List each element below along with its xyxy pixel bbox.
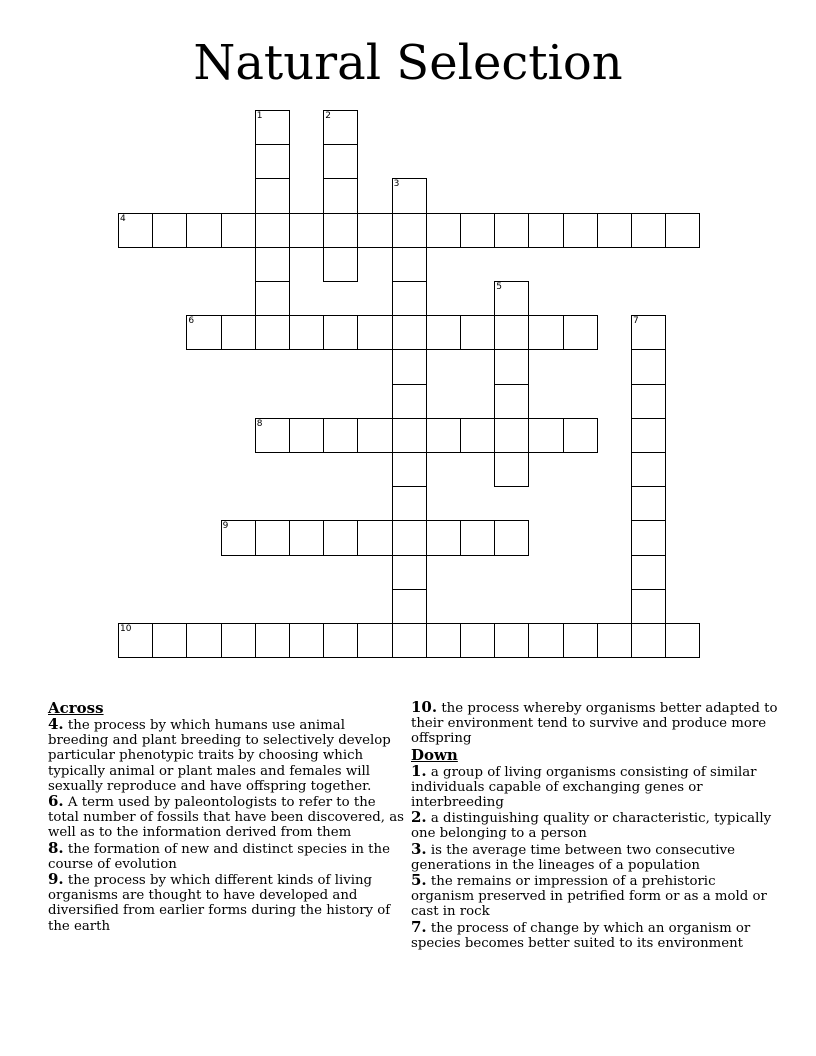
grid-cell[interactable] xyxy=(665,213,700,248)
grid-cell[interactable] xyxy=(494,418,529,453)
grid-cell[interactable] xyxy=(494,520,529,555)
grid-cell[interactable] xyxy=(323,418,358,453)
grid-cell[interactable] xyxy=(392,418,427,453)
grid-cell[interactable] xyxy=(221,520,256,555)
down-clue xyxy=(411,873,781,920)
grid-cell[interactable] xyxy=(255,520,290,555)
clue-number: 3. xyxy=(411,839,427,858)
grid-cell[interactable] xyxy=(323,213,358,248)
grid-cell[interactable] xyxy=(357,418,392,453)
grid-cell[interactable] xyxy=(631,315,666,350)
grid-cell[interactable] xyxy=(255,623,290,658)
grid-cell[interactable] xyxy=(255,144,290,179)
page-title: Natural Selection xyxy=(193,35,623,91)
clue-number: 4. xyxy=(48,715,64,733)
grid-cell[interactable] xyxy=(323,247,358,282)
grid-cell[interactable] xyxy=(221,623,256,658)
across-clue xyxy=(48,872,408,934)
grid-cell[interactable] xyxy=(597,213,632,248)
grid-cell[interactable] xyxy=(289,315,324,350)
grid-cell[interactable] xyxy=(528,315,563,350)
clue-number: 5. xyxy=(411,871,427,890)
across-clue xyxy=(411,700,781,747)
cell-number: 1 xyxy=(256,111,263,121)
clue-text: the formation of new and distinct species in the course of evolution xyxy=(48,841,390,872)
grid-cell[interactable] xyxy=(426,213,461,248)
clue-text: the process by which different kinds of living organisms are thought to have developed and diversified from earlier forms during the history of the earth xyxy=(48,873,391,934)
grid-cell[interactable] xyxy=(494,349,529,384)
down-clue xyxy=(411,839,781,873)
grid-cell[interactable] xyxy=(255,110,290,145)
cell-number: 2 xyxy=(325,111,331,121)
grid-cell[interactable] xyxy=(426,623,461,658)
grid-cell[interactable] xyxy=(221,315,256,350)
grid-cell[interactable] xyxy=(631,486,666,521)
clue-text: a distinguishing quality or characteristic, typically one belonging to a person xyxy=(411,811,772,842)
grid-cell[interactable] xyxy=(289,520,324,555)
grid-cell[interactable] xyxy=(494,452,529,487)
grid-cell[interactable] xyxy=(631,349,666,384)
grid-cell[interactable] xyxy=(631,452,666,487)
across-clue xyxy=(48,838,408,872)
grid-cell[interactable] xyxy=(563,315,598,350)
grid-cell[interactable] xyxy=(494,281,529,316)
grid-cell[interactable] xyxy=(289,213,324,248)
cell-number: 5 xyxy=(496,282,502,292)
grid-cell[interactable] xyxy=(392,452,427,487)
down-clue xyxy=(411,917,781,951)
grid-cell[interactable] xyxy=(357,520,392,555)
grid-cell[interactable] xyxy=(597,623,632,658)
grid-cell[interactable] xyxy=(426,520,461,555)
grid-cell[interactable] xyxy=(631,623,666,658)
cell-number: 7 xyxy=(633,316,639,327)
grid-cell[interactable] xyxy=(392,555,427,590)
grid-cell[interactable] xyxy=(494,623,529,658)
grid-cell[interactable] xyxy=(528,623,563,658)
grid-cell[interactable] xyxy=(255,178,290,213)
across-heading: Across xyxy=(48,699,104,717)
grid-cell[interactable] xyxy=(392,213,427,248)
grid-cell[interactable] xyxy=(392,384,427,419)
grid-cell[interactable] xyxy=(323,144,358,179)
grid-cell[interactable] xyxy=(426,315,461,350)
grid-cell[interactable] xyxy=(186,623,221,658)
clue-text: a group of living organisms consisting of similar individuals capable of exchanging genes or interbreeding xyxy=(411,764,757,811)
grid-cell[interactable] xyxy=(357,315,392,350)
grid-cell[interactable] xyxy=(631,384,666,419)
grid-cell[interactable] xyxy=(460,418,495,453)
grid-cell[interactable] xyxy=(563,623,598,658)
clue-text: the process of change by which an organism or species becomes better suited to its environment xyxy=(411,920,751,951)
grid-cell[interactable] xyxy=(152,623,187,658)
grid-cell[interactable] xyxy=(255,247,290,282)
grid-cell[interactable] xyxy=(494,384,529,419)
cell-number: 3 xyxy=(393,179,400,190)
grid-cell[interactable] xyxy=(528,418,563,453)
clue-number: 1. xyxy=(411,761,427,780)
grid-cell[interactable] xyxy=(631,520,666,555)
grid-cell[interactable] xyxy=(289,418,324,453)
grid-cell[interactable] xyxy=(631,213,666,248)
grid-cell[interactable] xyxy=(631,418,666,453)
grid-cell[interactable] xyxy=(357,213,392,248)
grid-cell[interactable] xyxy=(392,247,427,282)
grid-cell[interactable] xyxy=(392,281,427,316)
clue-text: the process by which humans use animal breeding and plant breeding to selectively develop particular phenotypic traits by choosing which typically animal or plant males and females will sexually reproduce and have offspring together. xyxy=(48,718,391,794)
grid-cell[interactable] xyxy=(323,520,358,555)
grid-cell[interactable] xyxy=(563,213,598,248)
across-clue xyxy=(48,717,408,794)
grid-cell[interactable] xyxy=(255,213,290,248)
grid-cell[interactable] xyxy=(392,623,427,658)
grid-cell[interactable] xyxy=(118,623,153,658)
grid-cell[interactable] xyxy=(152,213,187,248)
down-heading: Down xyxy=(411,745,458,764)
grid-cell[interactable] xyxy=(665,623,700,658)
clue-number: 10. xyxy=(411,698,438,716)
grid-cell[interactable] xyxy=(460,315,495,350)
grid-cell[interactable] xyxy=(528,213,563,248)
grid-cell[interactable] xyxy=(563,418,598,453)
clues-left-column xyxy=(48,700,408,934)
clue-number: 9. xyxy=(48,870,64,889)
grid-cell[interactable] xyxy=(323,110,358,145)
down-clue xyxy=(411,810,781,841)
cell-number: 8 xyxy=(256,418,263,429)
cell-number: 9 xyxy=(222,521,229,532)
grid-cell[interactable] xyxy=(392,315,427,350)
grid-cell[interactable] xyxy=(460,213,495,248)
across-clue xyxy=(48,794,408,841)
grid-cell[interactable] xyxy=(118,213,153,248)
grid-cell[interactable] xyxy=(221,213,256,248)
grid-cell[interactable] xyxy=(186,213,221,248)
grid-cell[interactable] xyxy=(323,178,358,213)
clue-number: 2. xyxy=(411,808,427,827)
grid-cell[interactable] xyxy=(426,418,461,453)
grid-cell[interactable] xyxy=(323,623,358,658)
grid-cell[interactable] xyxy=(494,213,529,248)
grid-cell[interactable] xyxy=(323,315,358,350)
grid-cell[interactable] xyxy=(460,623,495,658)
grid-cell[interactable] xyxy=(460,520,495,555)
grid-cell[interactable] xyxy=(392,589,427,624)
cell-number: 4 xyxy=(120,213,126,224)
grid-cell[interactable] xyxy=(357,623,392,658)
down-clue xyxy=(411,761,781,811)
clue-number: 6. xyxy=(48,792,64,811)
grid-cell[interactable] xyxy=(289,623,324,658)
clues-right-column xyxy=(411,700,781,951)
clue-number: 7. xyxy=(411,917,427,936)
clue-text: the process whereby organisms better adapted to their environment tend to survive and produce more offspring xyxy=(411,701,778,747)
clue-text: A term used by paleontologists to refer to the total number of fossils that have been discovered, as well as to the information derived from them xyxy=(48,795,404,841)
grid-cell[interactable] xyxy=(255,418,290,453)
grid-cell[interactable] xyxy=(392,178,427,213)
clue-number: 8. xyxy=(48,838,64,857)
grid-cell[interactable] xyxy=(392,349,427,384)
cell-number: 10 xyxy=(120,624,132,634)
grid-cell[interactable] xyxy=(494,315,529,350)
grid-cell[interactable] xyxy=(392,520,427,555)
grid-cell[interactable] xyxy=(631,555,666,590)
grid-cell[interactable] xyxy=(255,315,290,350)
clue-text: is the average time between two consecutive generations in the lineages of a population xyxy=(411,842,736,873)
cell-number: 6 xyxy=(188,316,195,327)
grid-cell[interactable] xyxy=(392,486,427,521)
grid-cell[interactable] xyxy=(255,281,290,316)
grid-cell[interactable] xyxy=(631,589,666,624)
clue-text: the remains or impression of a prehistoric organism preserved in petrified form or as a mold or cast in rock xyxy=(411,874,767,920)
grid-cell[interactable] xyxy=(186,315,221,350)
